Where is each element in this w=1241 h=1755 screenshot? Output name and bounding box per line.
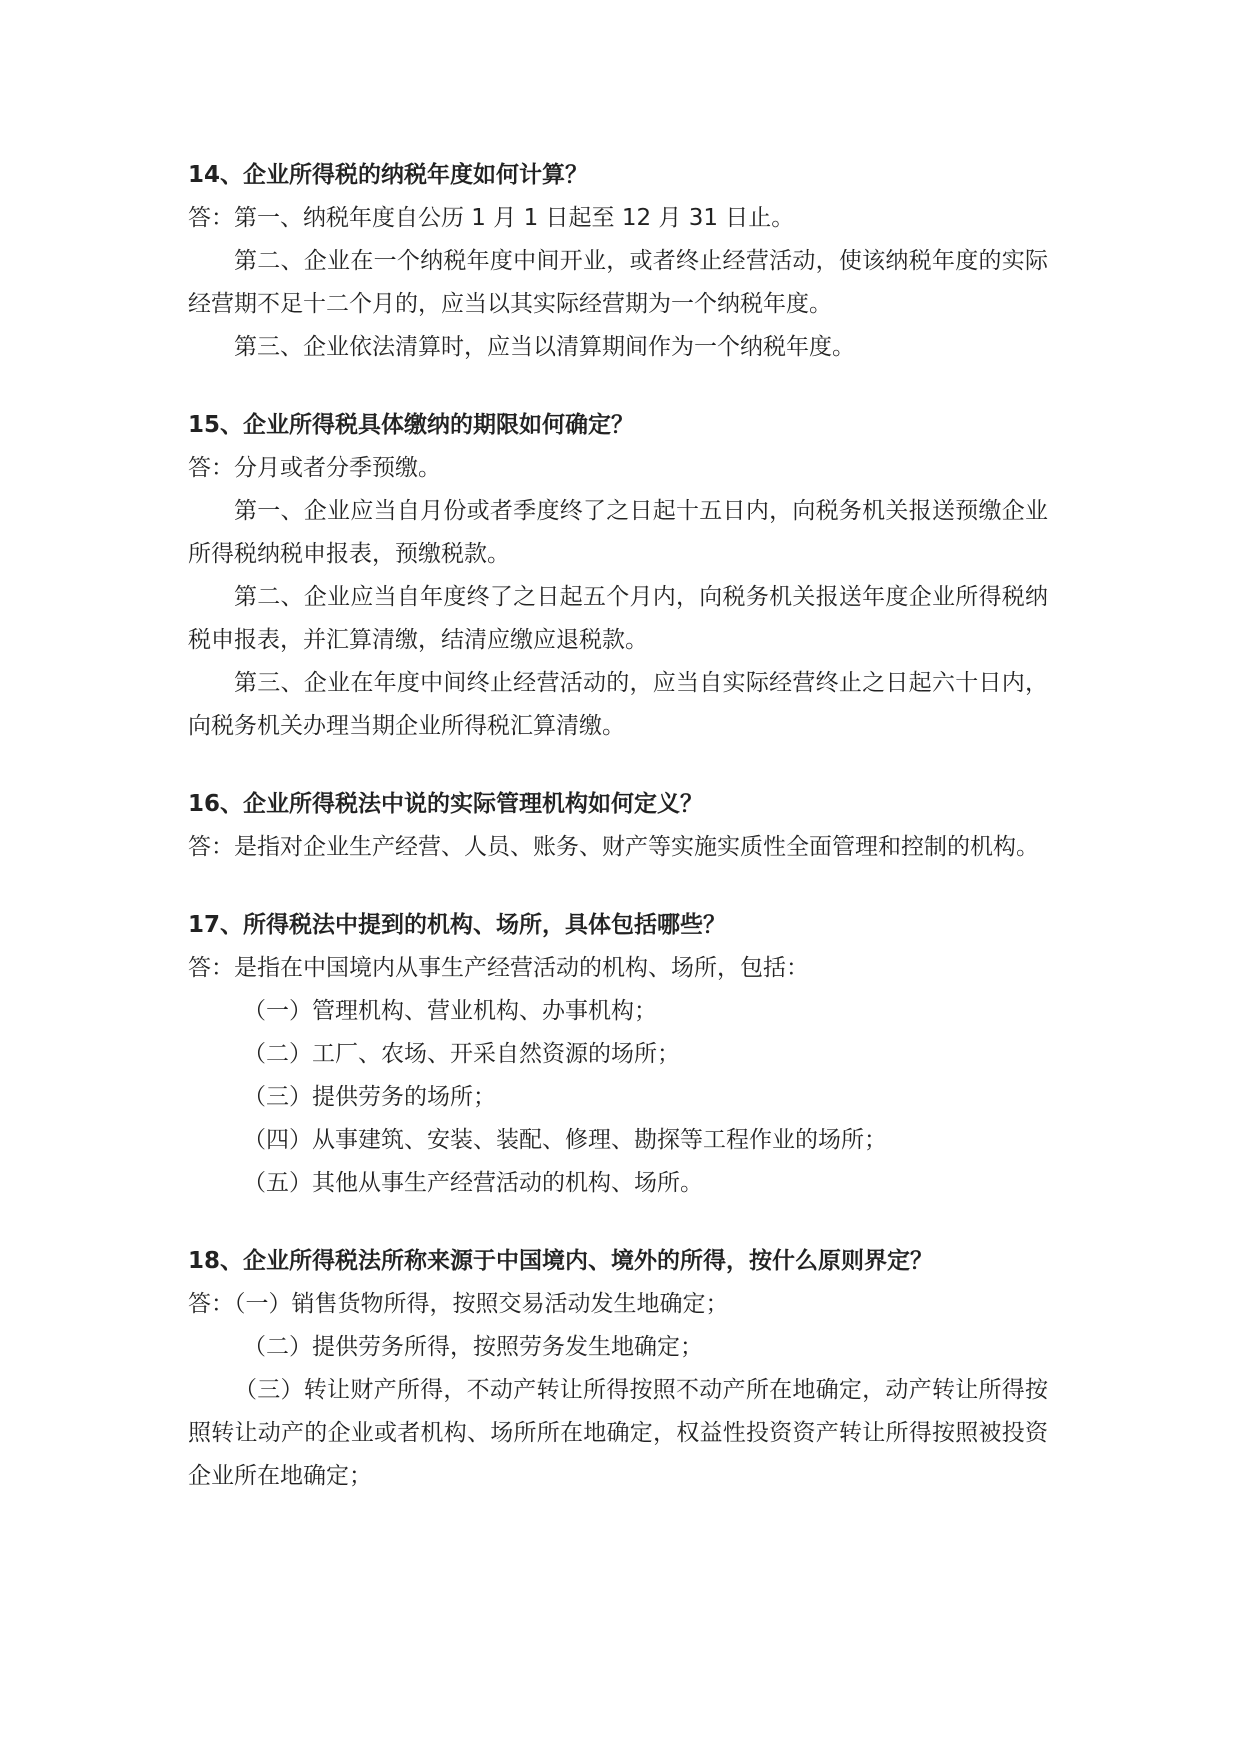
answer-paragraph: 答：是指对企业生产经营、人员、账务、财产等实施实质性全面管理和控制的机构。	[188, 834, 1039, 860]
list-item: （四）从事建筑、安装、装配、修理、勘探等工程作业的场所；	[243, 1127, 887, 1153]
answer-paragraph: 第一、企业应当自月份或者季度终了之日起十五日内，向税务机关报送预缴企业所得税纳税申报表，预缴税款。	[188, 498, 1048, 567]
question-heading: 18、企业所得税法所称来源于中国境内、境外的所得，按什么原则界定？	[188, 1248, 934, 1274]
answer-paragraph: 第三、企业在年度中间终止经营活动的，应当自实际经营终止之日起六十日内，向税务机关办理当期企业所得税汇算清缴。	[188, 670, 1048, 739]
question-heading: 14、企业所得税的纳税年度如何计算？	[188, 162, 589, 188]
list-item: （五）其他从事生产经营活动的机构、场所。	[243, 1170, 703, 1196]
answer-paragraph: 答：是指在中国境内从事生产经营活动的机构、场所，包括：	[188, 955, 809, 981]
qa-section-18	[188, 1240, 1048, 1498]
list-item: （三）提供劳务的场所；	[243, 1084, 496, 1110]
list-item: （一）管理机构、营业机构、办事机构；	[243, 998, 657, 1024]
qa-section-17	[188, 904, 1048, 1205]
answer-paragraph: 答：（一）销售货物所得，按照交易活动发生地确定；	[188, 1291, 729, 1317]
question-heading: 15、企业所得税具体缴纳的期限如何确定？	[188, 412, 635, 438]
answer-paragraph: 第三、企业依法清算时，应当以清算期间作为一个纳税年度。	[234, 334, 855, 360]
list-item: （二）工厂、农场、开采自然资源的场所；	[243, 1041, 680, 1067]
document-body	[188, 154, 1048, 1533]
answer-paragraph: 答：第一、纳税年度自公历 1 月 1 日起至 12 月 31 日止。	[188, 205, 795, 231]
question-heading: 17、所得税法中提到的机构、场所，具体包括哪些？	[188, 912, 727, 938]
answer-paragraph: 第二、企业应当自年度终了之日起五个月内，向税务机关报送年度企业所得税纳税申报表，并汇算清缴，结清应缴应退税款。	[188, 584, 1048, 653]
qa-section-15	[188, 404, 1048, 748]
qa-section-16	[188, 783, 1048, 869]
list-item: （二）提供劳务所得，按照劳务发生地确定；	[243, 1334, 703, 1360]
question-heading: 16、企业所得税法中说的实际管理机构如何定义？	[188, 791, 704, 817]
answer-paragraph: 第二、企业在一个纳税年度中间开业，或者终止经营活动，使该纳税年度的实际经营期不足十二个月的，应当以其实际经营期为一个纳税年度。	[188, 248, 1048, 317]
answer-paragraph: （三）转让财产所得，不动产转让所得按照不动产所在地确定，动产转让所得按照转让动产的企业或者机构、场所所在地确定，权益性投资资产转让所得按照被投资企业所在地确定；	[188, 1377, 1048, 1489]
qa-section-14	[188, 154, 1048, 369]
answer-paragraph: 答：分月或者分季预缴。	[188, 455, 441, 481]
